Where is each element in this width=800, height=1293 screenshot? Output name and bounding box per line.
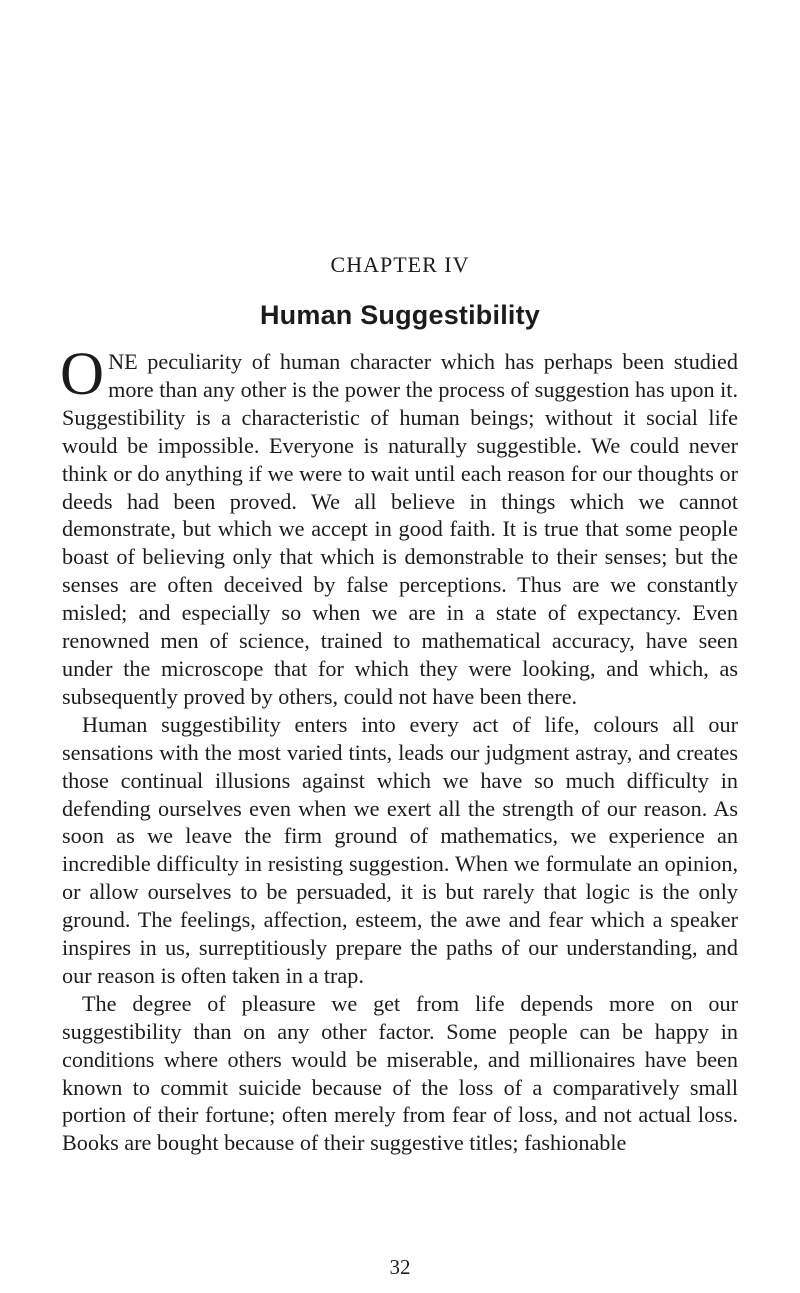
body-text [60,341,738,1157]
page-number: 32 [389,1255,411,1279]
paragraph-1-text: NE peculiarity of human character which has perhaps been studied more than any other is the power the process of suggestion has upon it. Suggestibility is a characteristic of human beings; without it social life would be impossible. Everyone is naturally suggestible. We could never think or do anything if we were to wait until each reason for our thoughts or deeds had been proved. We all believe in things which we cannot demonstrate, but which we accept in good faith. It is true that some people boast of believing only that which is demonstrable to their senses; but the senses are often deceived by false perceptions. Thus are we constantly misled; and especially so when we are in a state of expectancy. Even renowned men of science, trained to mathematical accuracy, have seen under the microscope that for which they were looking, and which, as subsequently proved by others, could not have been there. [62,349,738,709]
paragraph-1 [60,341,738,711]
chapter-label: CHAPTER IV [330,252,470,277]
paragraph-2: Human suggestibility enters into every act of life, colours all our sensations with the most varied tints, leads our judgment astray, and creates those continual illusions against which we have so much difficulty in defending ourselves even when we exert all the strength of our reason. As soon as we leave the firm ground of mathematics, we experience an incredible difficulty in resisting suggestion. When we formulate an opinion, or allow ourselves to be persuaded, it is but rarely that logic is the only ground. The feelings, affection, esteem, the awe and fear which a speaker inspires in us, surreptitiously prepare the paths of our understanding, and our reason is often taken in a trap. [62,711,738,988]
chapter-title: Human Suggestibility [259,300,541,330]
drop-cap: O [60,341,105,408]
paragraph-3: The degree of pleasure we get from life depends more on our suggestibility than on any other factor. Some people can be happy in conditions where others would be miserable, and millionaires have been known to commit suicide because of the loss of a comparatively small portion of their fortune; often merely from fear of loss, and not actual loss. Books are bought because of their suggestive titles; fashionable [62,990,738,1156]
